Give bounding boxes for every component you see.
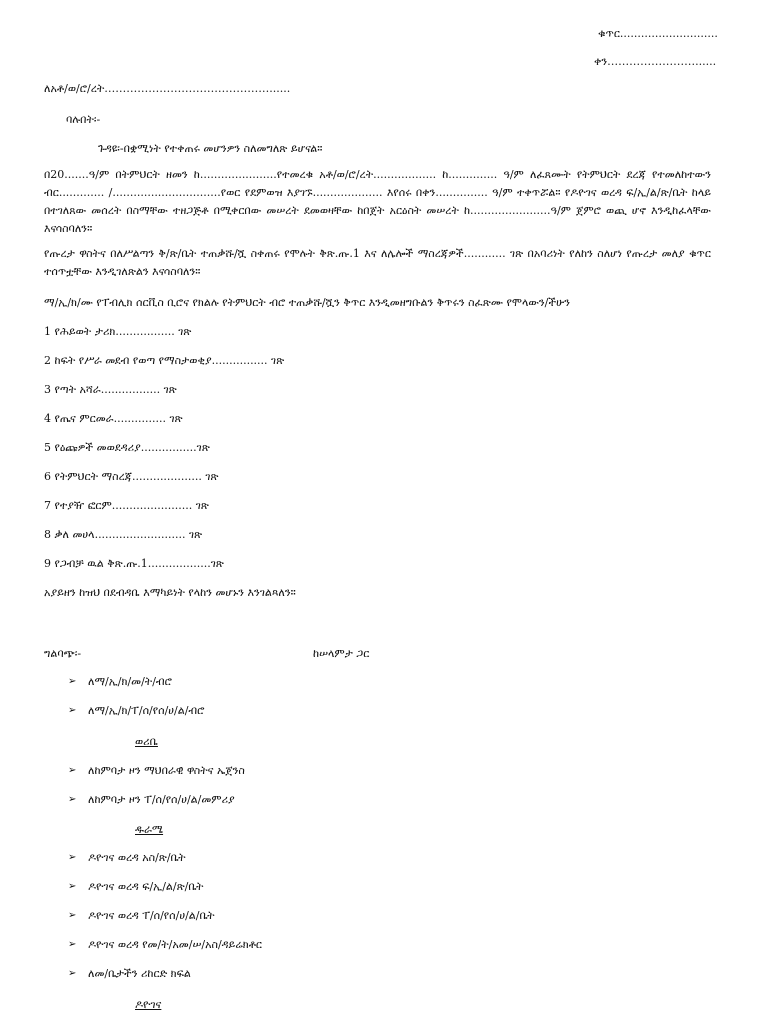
cc-recipient: ለመ/ቤታችን ሪከርድ ክፍል [88, 967, 191, 980]
regards-label: ከሠላምታ ጋር [313, 647, 370, 660]
cc-location-heading: ወሪቤ [135, 735, 158, 748]
cc-recipient: ዶዮገና ወረዳ አስ/ጽ/ቤት [88, 851, 186, 864]
bullet-arrow-icon: ➢ [68, 705, 77, 716]
letter-date: ቀን……………………...... [594, 55, 717, 68]
subject-line: ጉዳዩ፡-በቋሚነት የተቀጠሩ መሆንዎን ስለመግለጽ ይሆናል። [98, 142, 323, 155]
attachment-item: 2 ከፍት የሥራ መደብ የወጣ የማስታወቂያ................ ገጽ [44, 354, 285, 367]
attachment-item: 6 የትምህርት ማስረጃ.................... ገጽ [44, 470, 219, 483]
cc-recipient: ዶዮገና ወረዳ ፐ/ሰ/የሰ/ሀ/ል/ቤት [88, 909, 215, 922]
salutation: ባሉበት፡- [66, 113, 101, 126]
cc-recipient: ዶዮገና ወረዳ ፍ/ኢ/ል/ጽ/ቤት [88, 880, 204, 893]
body-paragraph: በ20.......ዓ/ም በትምህርት ዘመን ከ......................የተመረቁ አቶ/ወ/ሮ/ረት.................. ከ.............. ዓ/ም ለፈጸሙት የትምህርት ደረጃ የተመለከተውን ብር............. /...............................የወር የደምወዝ እያገኙ.................... እየሰሩ በቀን............... ዓ/ም ተቀጥሯል። የዶዮገና ወረዳ ፍ/ኢ/ል/ጽ/ቤት ከላይ በተገለጸው መሰረት በስማቸው ተዘጋጅቶ በሚቀርበው መሠረት ደመወዛቸው ከበጀት አርዕስት መሠረት ከ.......................ዓ/ም ጀምሮ ወጪ ሆኖ እንዲከፈላቸው እናሳስባለን። [44, 168, 711, 235]
bullet-arrow-icon: ➢ [68, 676, 77, 687]
cc-label: ግልባጭ፡- [44, 647, 82, 660]
reference-number: ቁጥር............................ [598, 27, 718, 40]
bullet-arrow-icon: ➢ [68, 939, 77, 950]
attachment-item: 8 ቃለ መሀላ.......................... ገጽ [44, 528, 203, 541]
bullet-arrow-icon: ➢ [68, 910, 77, 921]
cc-recipient: ዶዮገና ወረዳ የመ/ት/አመ/ሠ/አስ/ዳይሬክቶር [88, 938, 262, 951]
bullet-arrow-icon: ➢ [68, 794, 77, 805]
cc-location-heading: ዱራሜ [135, 823, 164, 836]
cc-recipient: ለማ/ኢ/ክ/መ/ት/ብሮ [88, 675, 172, 688]
recipient-line: ለአቶ/ወ/ሮ/ረት………………………………………...... [44, 82, 291, 95]
attachment-item: 7 የተያዥ ፎርም....................... ገጽ [44, 499, 209, 512]
attachment-item: 4 የጤና ምርመራ............... ገጽ [44, 412, 183, 425]
attachment-item: 1 የሕይወት ታሪክ................. ገጽ [44, 325, 192, 338]
bullet-arrow-icon: ➢ [68, 968, 77, 979]
cc-recipient: ለማ/ኢ/ክ/ፐ/ሰ/የሰ/ሀ/ል/ብሮ [88, 704, 205, 717]
bullet-arrow-icon: ➢ [68, 765, 77, 776]
cc-recipient: ለከምባታ ዞን ማህበራዊ ዋስትና ኤጀንስ [88, 764, 245, 777]
body-paragraph: ማ/ኢ/ክ/ሙ የፐብሊክ ሰርቪስ ቢሮና የክልሉ የትምህርት ብሮ ተጠቃሹ/ሿን ቅጥር እንዲመዘግቡልን ቅጥሩን ስፈጽሙ የሞላውን/ችሁን [44, 296, 571, 309]
cc-recipient: ለከምባታ ዞን ፐ/ሰ/የሰ/ሀ/ል/መምሪያ [88, 793, 235, 806]
body-paragraph: የጡረታ ዋስትና በለሥልጣን ቅ/ጽ/ቤት ተጠቃሹ/ሿ ስቀጠሩ የሞሉት ቅጽ.ጡ.1 እና ለሌሎች ማስረጃዎች............ ገጽ በአባሪነት የለከን ስለሆነ የጡረታ መለያ ቁጥር ተሰጥቷቸው እንዲገለጽልን እናሳስባለን። [44, 247, 711, 278]
bullet-arrow-icon: ➢ [68, 852, 77, 863]
attachment-item: 3 የጣት አሻራ................. ገጽ [44, 383, 177, 396]
attachment-item: 9 የጋብቻ ዉል ቅጽ.ጡ.1..................ገጽ [44, 557, 224, 570]
attachment-item: 5 የዕጩዎች መወደዳሪያ................ገጽ [44, 441, 210, 454]
cc-location-heading: ዶዮገና [135, 998, 162, 1011]
closing-line: አያይዘን ከዝህ በደብዳቤ እማካይነት የላከን መሆኑን እንገልጻለን። [44, 586, 296, 599]
bullet-arrow-icon: ➢ [68, 881, 77, 892]
